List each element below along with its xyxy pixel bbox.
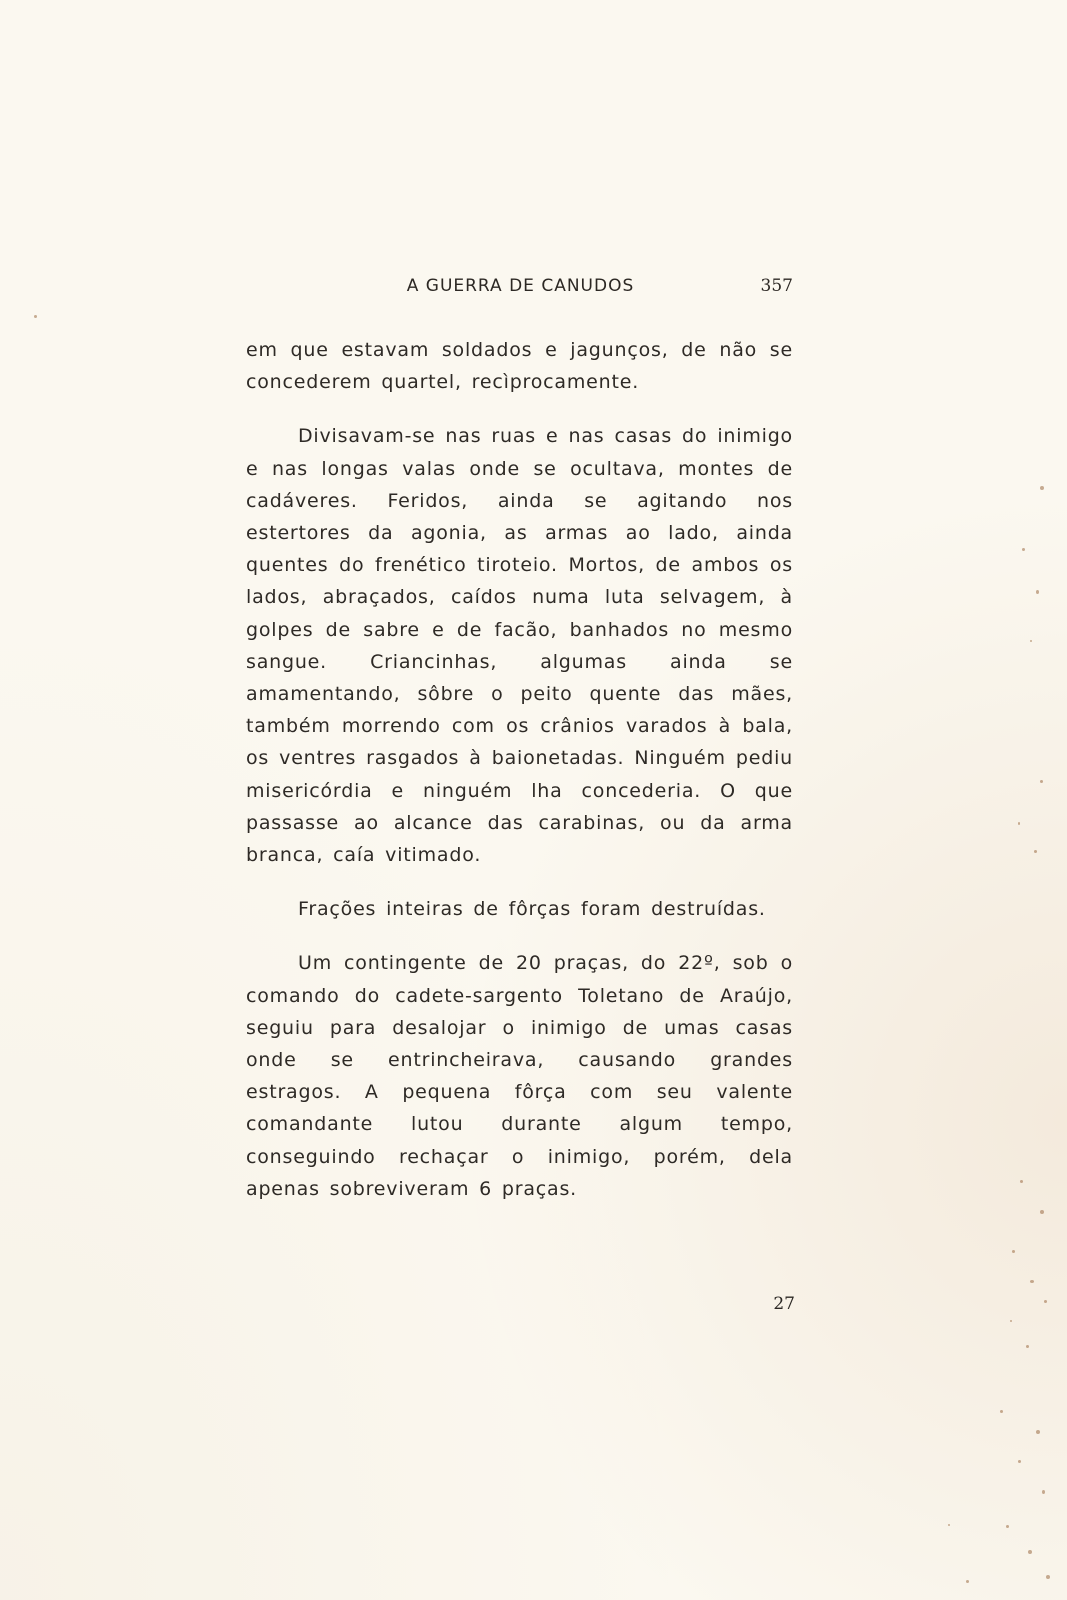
stain-dot	[1022, 548, 1025, 551]
stain-dot	[1018, 1460, 1021, 1463]
stain-dot	[1018, 822, 1020, 825]
stain-dot	[1030, 1280, 1034, 1283]
stain-dot	[1010, 1320, 1012, 1322]
stain-dot	[966, 1580, 969, 1583]
stain-dot	[1040, 1210, 1044, 1214]
stain-dot	[1044, 1300, 1047, 1303]
signature-number: 27	[773, 1294, 795, 1314]
stain-dot	[1000, 1410, 1003, 1413]
stain-dot	[1006, 1525, 1009, 1528]
stain-dot	[1040, 486, 1044, 490]
stain-dot	[1036, 1430, 1040, 1434]
stain-dot	[1026, 1345, 1029, 1348]
stain-dot	[1046, 1575, 1050, 1579]
stain-dot	[1020, 1180, 1023, 1183]
stain-dot	[1030, 640, 1032, 642]
stain-dot	[34, 315, 37, 318]
paragraph-contingent: Um contingente de 20 praças, do 22º, sob o comando do cadete-sargento Toletano de Araújo, seguiu para desalojar o inimigo de umas casas onde se entrincheirava, causando grandes estragos. A pequena fôrça com seu valente comandante lutou durante algum tempo, conseguindo rechaçar o inimigo, porém, dela apenas sobreviveram 6 praças.	[246, 952, 793, 1200]
stain-dot	[1012, 1250, 1015, 1253]
stain-dot	[1028, 1550, 1032, 1554]
stain-dot	[1036, 590, 1039, 594]
running-title: A GUERRA DE CANUDOS	[406, 276, 635, 296]
stain-dot	[1034, 850, 1037, 853]
page-number: 357	[760, 276, 793, 296]
paragraph-bodies: Divisavam-se nas ruas e nas casas do inimigo e nas longas valas onde se ocultava, montes de cadáveres. Feridos, ainda se agitando nos estertores da agonia, as armas ao lado, ainda quentes do frenético tiroteio. Mortos, de ambos os lados, abraçados, caídos numa luta selvagem, à golpes de sabre e de facão, banhados no mesmo sangue. Criancinhas, algumas ainda se amamentando, sôbre o peito quente das mães, também morrendo com os crânios varados à bala, os ventres rasgados à baionetadas. Ninguém pediu misericórdia e ninguém lha concederia. O que passasse ao alcance das carabinas, ou da arma branca, caía vitimado.	[246, 425, 793, 867]
stain-dot	[1040, 780, 1043, 783]
stain-dot	[948, 1524, 950, 1526]
running-head	[248, 276, 793, 310]
stain-dot	[1042, 1490, 1045, 1494]
paragraph-destroyed-forces: Frações inteiras de fôrças foram destruídas.	[298, 898, 766, 921]
body-text	[246, 334, 793, 1205]
paragraph-continuation: em que estavam soldados e jagunços, de não se concederem quartel, recìprocamente.	[246, 339, 793, 394]
